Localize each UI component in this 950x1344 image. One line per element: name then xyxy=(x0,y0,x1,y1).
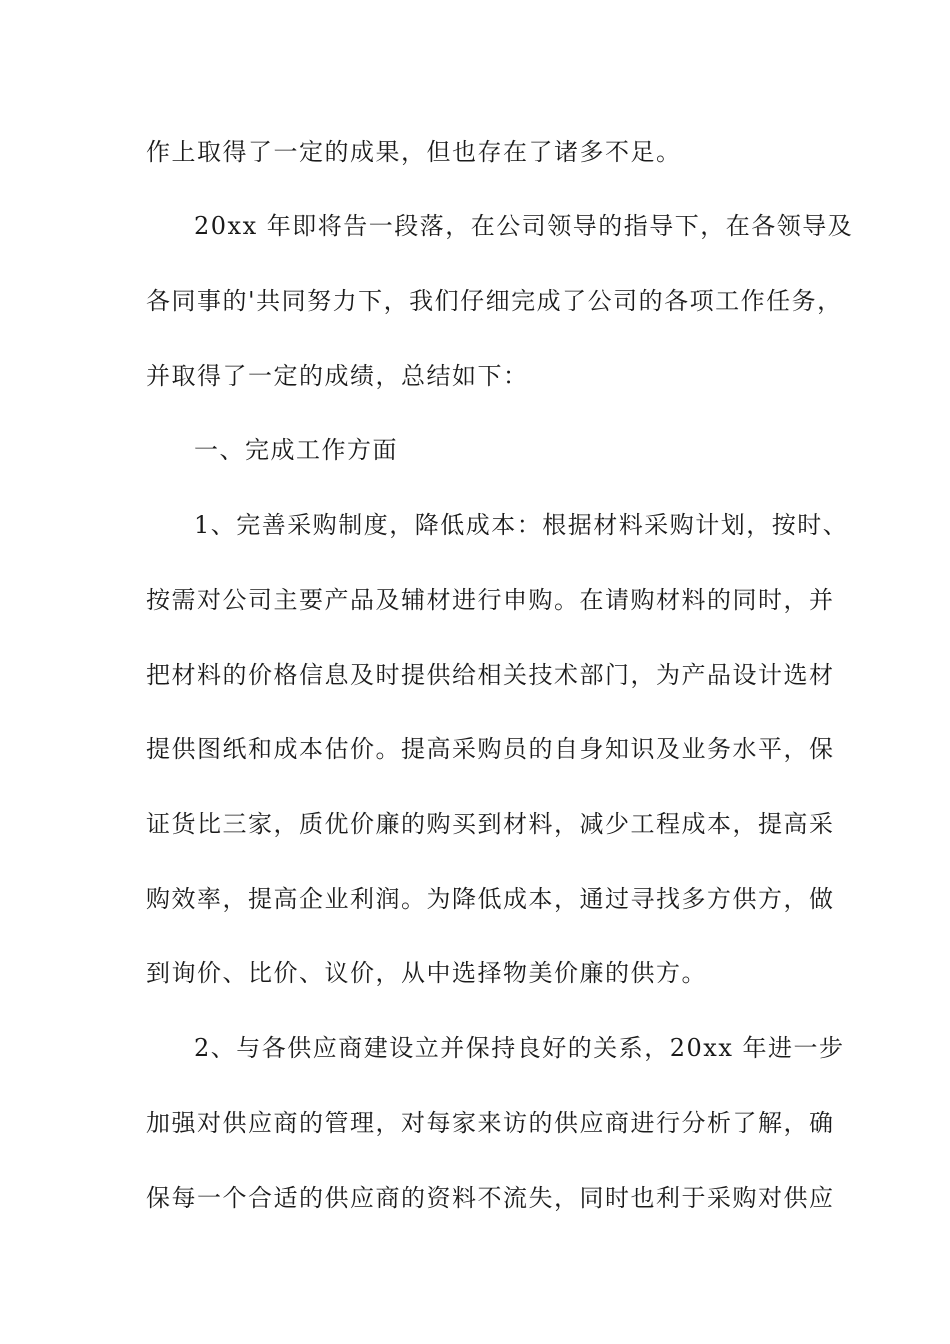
paragraph-start: 20xx 年即将告一段落，在公司领导的指导下，在各领导及 xyxy=(194,212,854,240)
text-line: 按需对公司主要产品及辅材进行申购。在请购材料的同时，并 xyxy=(146,586,835,614)
paragraph-start: 2、与各供应商建设立并保持良好的关系，20xx 年进一步 xyxy=(194,1034,845,1062)
text-line: 保每一个合适的供应商的资料不流失，同时也利于采购对供应 xyxy=(146,1184,835,1212)
text-line: 证货比三家，质优价廉的购买到材料，减少工程成本，提高采 xyxy=(146,810,835,838)
text-line: 把材料的价格信息及时提供给相关技术部门，为产品设计选材 xyxy=(146,661,835,689)
section-heading: 一、完成工作方面 xyxy=(194,436,398,464)
text-line: 并取得了一定的成绩，总结如下： xyxy=(146,362,529,390)
text-line: 到询价、比价、议价，从中选择物美价廉的供方。 xyxy=(146,959,707,987)
text-line: 购效率，提高企业利润。为降低成本，通过寻找多方供方，做 xyxy=(146,885,835,913)
text-line: 加强对供应商的管理，对每家来访的供应商进行分析了解，确 xyxy=(146,1109,835,1137)
paragraph-start: 1、完善采购制度，降低成本：根据材料采购计划，按时、 xyxy=(194,511,849,539)
text-line: 作上取得了一定的成果，但也存在了诸多不足。 xyxy=(146,138,682,166)
text-line: 提供图纸和成本估价。提高采购员的自身知识及业务水平，保 xyxy=(146,735,835,763)
text-line: 各同事的'共同努力下，我们仔细完成了公司的各项工作任务， xyxy=(146,287,843,315)
